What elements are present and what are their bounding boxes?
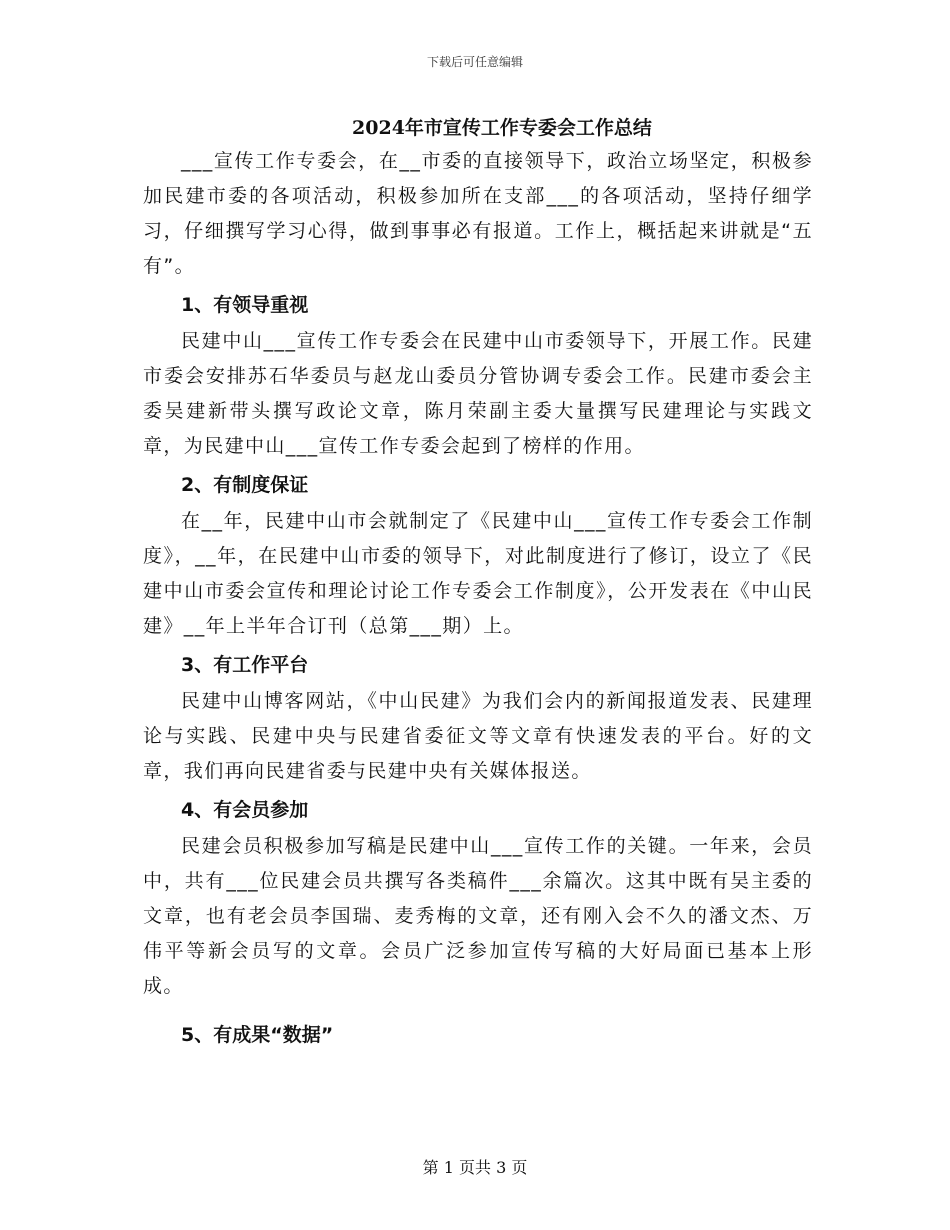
section-heading-3: 3、有工作平台 [181,654,309,676]
header-note: 下载后可任意编辑 [426,55,523,69]
section-paragraph-2: 在__年，民建中山市会就制定了《民建中山___宣传工作专委会工作制度》，__年，在民建中山市委的领导下，对此制度进行了修订，设立了《民建中山市委会宣传和理论讨论工作专委会工作制度》，公开发表在《中山民建》__年上半年合订刊（总第___期）上。 [143,510,813,637]
section-heading-1: 1、有领导重视 [181,294,309,316]
page-number-footer: 第 1 页共 3 页 [422,1158,528,1177]
section-heading-4: 4、有会员参加 [181,799,309,821]
section-heading-5: 5、有成果“数据” [181,1024,334,1046]
intro-paragraph: ___宣传工作专委会，在__市委的直接领导下，政治立场坚定，积极参加民建市委的各项活动，积极参加所在支部___的各项活动，坚持仔细学习，仔细撰写学习心得，做到事事必有报道。工作上，概括起来讲就是“五有”。 [143,150,813,277]
section-paragraph-3: 民建中山博客网站，《中山民建》为我们会内的新闻报道发表、民建理论与实践、民建中央与民建省委征文等文章有快速发表的平台。好的文章，我们再向民建省委与民建中央有关媒体报送。 [143,690,813,782]
section-paragraph-1: 民建中山___宣传工作专委会在民建中山市委领导下，开展工作。民建市委会安排苏石华委员与赵龙山委员分管协调专委会工作。民建市委会主委吴建新带头撰写政论文章，陈月荣副主委大量撰写民建理论与实践文章，为民建中山___宣传工作专委会起到了榜样的作用。 [143,330,813,457]
document-title: 2024年市宣传工作专委会工作总结 [352,117,652,139]
section-paragraph-4: 民建会员积极参加写稿是民建中山___宣传工作的关键。一年来，会员中，共有___位民建会员共撰写各类稿件___余篇次。这其中既有吴主委的文章，也有老会员李国瑞、麦秀梅的文章，还有刚入会不久的潘文杰、万伟平等新会员写的文章。会员广泛参加宣传写稿的大好局面已基本上形成。 [143,835,813,997]
section-heading-2: 2、有制度保证 [181,474,309,496]
document-body [143,112,813,1054]
